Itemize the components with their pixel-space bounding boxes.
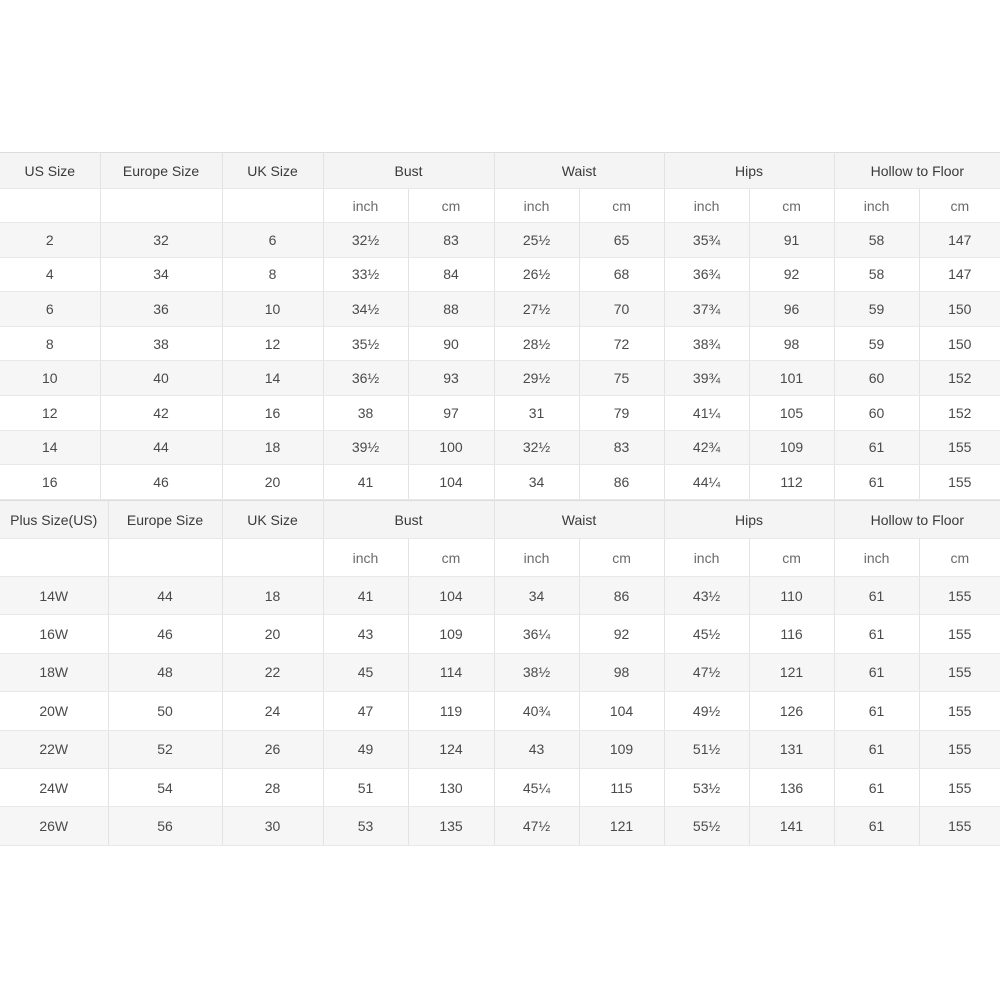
- hollow-inch-cell: 59: [834, 326, 919, 361]
- bust-inch-cell: 51: [323, 768, 408, 806]
- waist-inch-cell: 34: [494, 577, 579, 615]
- unit-label: inch: [323, 539, 408, 577]
- uk-size-header: UK Size: [222, 501, 323, 539]
- hollow-inch-cell: 61: [834, 430, 919, 465]
- unit-label: cm: [579, 539, 664, 577]
- europe-size-cell: 34: [100, 257, 222, 292]
- empty-cell: [100, 189, 222, 223]
- waist-cm-cell: 83: [579, 430, 664, 465]
- uk-size-cell: 18: [222, 577, 323, 615]
- uk-size-cell: 22: [222, 653, 323, 691]
- hips-inch-cell: 38¾: [664, 326, 749, 361]
- uk-size-cell: 10: [222, 292, 323, 327]
- hips-inch-cell: 49½: [664, 692, 749, 730]
- waist-inch-cell: 43: [494, 730, 579, 768]
- us-size-cell: 2: [0, 223, 100, 258]
- bust-cm-cell: 97: [408, 395, 494, 430]
- hips-inch-cell: 39¾: [664, 361, 749, 396]
- table-row: [0, 807, 1000, 845]
- hips-cm-cell: 92: [749, 257, 834, 292]
- bust-inch-cell: 38: [323, 395, 408, 430]
- waist-cm-cell: 109: [579, 730, 664, 768]
- europe-size-cell: 32: [100, 223, 222, 258]
- europe-size-cell: 44: [108, 577, 222, 615]
- waist-inch-cell: 32½: [494, 430, 579, 465]
- table-row: [0, 292, 1000, 327]
- empty-cell: [222, 539, 323, 577]
- us-size-cell: 10: [0, 361, 100, 396]
- table-row: [0, 223, 1000, 258]
- hips-header: Hips: [664, 501, 834, 539]
- hips-inch-cell: 36¾: [664, 257, 749, 292]
- hollow-inch-cell: 60: [834, 395, 919, 430]
- bust-cm-cell: 109: [408, 615, 494, 653]
- hips-inch-cell: 35¾: [664, 223, 749, 258]
- waist-cm-cell: 75: [579, 361, 664, 396]
- hollow-cm-cell: 155: [919, 807, 1000, 845]
- waist-cm-cell: 121: [579, 807, 664, 845]
- us-size-cell: 18W: [0, 653, 108, 691]
- us-size-cell: 24W: [0, 768, 108, 806]
- bust-inch-cell: 36½: [323, 361, 408, 396]
- hollow-cm-cell: 147: [919, 257, 1000, 292]
- hips-header: Hips: [664, 153, 834, 189]
- unit-label: inch: [323, 189, 408, 223]
- bust-cm-cell: 130: [408, 768, 494, 806]
- hollow-cm-cell: 155: [919, 730, 1000, 768]
- waist-cm-cell: 104: [579, 692, 664, 730]
- hips-cm-cell: 109: [749, 430, 834, 465]
- table-row: [0, 395, 1000, 430]
- europe-size-cell: 38: [100, 326, 222, 361]
- bust-inch-cell: 49: [323, 730, 408, 768]
- table-row: [0, 326, 1000, 361]
- hips-cm-cell: 101: [749, 361, 834, 396]
- hips-cm-cell: 141: [749, 807, 834, 845]
- waist-cm-cell: 86: [579, 577, 664, 615]
- us-size-cell: 20W: [0, 692, 108, 730]
- us-size-cell: 6: [0, 292, 100, 327]
- unit-label: cm: [919, 189, 1000, 223]
- waist-cm-cell: 115: [579, 768, 664, 806]
- waist-cm-cell: 92: [579, 615, 664, 653]
- waist-cm-cell: 68: [579, 257, 664, 292]
- hips-cm-cell: 96: [749, 292, 834, 327]
- hips-cm-cell: 131: [749, 730, 834, 768]
- table-row: [0, 361, 1000, 396]
- us-size-cell: 14: [0, 430, 100, 465]
- table-row: [0, 692, 1000, 730]
- bust-inch-cell: 39½: [323, 430, 408, 465]
- unit-label: cm: [919, 539, 1000, 577]
- uk-size-header: UK Size: [222, 153, 323, 189]
- hollow-cm-cell: 155: [919, 577, 1000, 615]
- uk-size-cell: 6: [222, 223, 323, 258]
- us-size-cell: 14W: [0, 577, 108, 615]
- hollow-cm-cell: 150: [919, 292, 1000, 327]
- waist-inch-cell: 27½: [494, 292, 579, 327]
- bust-cm-cell: 135: [408, 807, 494, 845]
- hips-cm-cell: 126: [749, 692, 834, 730]
- table-row: [0, 465, 1000, 500]
- unit-row: [0, 189, 1000, 223]
- table-row: [0, 730, 1000, 768]
- waist-cm-cell: 72: [579, 326, 664, 361]
- bust-cm-cell: 104: [408, 465, 494, 500]
- bust-inch-cell: 32½: [323, 223, 408, 258]
- europe-size-header: Europe Size: [100, 153, 222, 189]
- unit-label: cm: [408, 539, 494, 577]
- waist-inch-cell: 45¼: [494, 768, 579, 806]
- hollow-inch-cell: 61: [834, 653, 919, 691]
- unit-label: cm: [749, 189, 834, 223]
- hips-cm-cell: 98: [749, 326, 834, 361]
- hollow-inch-cell: 61: [834, 615, 919, 653]
- hollow-cm-cell: 152: [919, 395, 1000, 430]
- us-size-cell: 16W: [0, 615, 108, 653]
- europe-size-header: Europe Size: [108, 501, 222, 539]
- waist-inch-cell: 34: [494, 465, 579, 500]
- hollow-inch-cell: 61: [834, 692, 919, 730]
- uk-size-cell: 20: [222, 465, 323, 500]
- waist-inch-cell: 36¼: [494, 615, 579, 653]
- waist-inch-cell: 31: [494, 395, 579, 430]
- hollow-inch-cell: 61: [834, 577, 919, 615]
- uk-size-cell: 18: [222, 430, 323, 465]
- bust-inch-cell: 53: [323, 807, 408, 845]
- hollow-cm-cell: 155: [919, 430, 1000, 465]
- unit-label: cm: [749, 539, 834, 577]
- waist-inch-cell: 25½: [494, 223, 579, 258]
- uk-size-cell: 8: [222, 257, 323, 292]
- unit-label: inch: [834, 189, 919, 223]
- hollow-inch-cell: 58: [834, 223, 919, 258]
- bust-cm-cell: 124: [408, 730, 494, 768]
- hollow-cm-cell: 152: [919, 361, 1000, 396]
- hollow-inch-cell: 58: [834, 257, 919, 292]
- europe-size-cell: 42: [100, 395, 222, 430]
- europe-size-cell: 52: [108, 730, 222, 768]
- bust-cm-cell: 83: [408, 223, 494, 258]
- table-row: [0, 430, 1000, 465]
- hips-inch-cell: 41¼: [664, 395, 749, 430]
- bust-inch-cell: 43: [323, 615, 408, 653]
- empty-cell: [222, 189, 323, 223]
- us-size-cell: 12: [0, 395, 100, 430]
- uk-size-cell: 24: [222, 692, 323, 730]
- us-size-cell: 16: [0, 465, 100, 500]
- bust-header: Bust: [323, 501, 494, 539]
- waist-header: Waist: [494, 153, 664, 189]
- hollow-inch-cell: 59: [834, 292, 919, 327]
- bust-header: Bust: [323, 153, 494, 189]
- hips-cm-cell: 110: [749, 577, 834, 615]
- hips-inch-cell: 55½: [664, 807, 749, 845]
- empty-cell: [0, 539, 108, 577]
- bust-inch-cell: 35½: [323, 326, 408, 361]
- hips-cm-cell: 91: [749, 223, 834, 258]
- europe-size-cell: 44: [100, 430, 222, 465]
- hollow-inch-cell: 61: [834, 807, 919, 845]
- unit-label: inch: [494, 539, 579, 577]
- hollow-cm-cell: 155: [919, 465, 1000, 500]
- us-size-cell: 26W: [0, 807, 108, 845]
- unit-row: [0, 539, 1000, 577]
- europe-size-cell: 46: [100, 465, 222, 500]
- uk-size-cell: 28: [222, 768, 323, 806]
- waist-inch-cell: 38½: [494, 653, 579, 691]
- hollow-to-floor-header: Hollow to Floor: [834, 501, 1000, 539]
- hollow-cm-cell: 155: [919, 768, 1000, 806]
- hips-inch-cell: 37¾: [664, 292, 749, 327]
- unit-label: cm: [579, 189, 664, 223]
- header-row: [0, 501, 1000, 539]
- waist-inch-cell: 29½: [494, 361, 579, 396]
- hollow-cm-cell: 155: [919, 615, 1000, 653]
- bust-cm-cell: 114: [408, 653, 494, 691]
- bust-cm-cell: 90: [408, 326, 494, 361]
- bust-cm-cell: 100: [408, 430, 494, 465]
- plus-size-table: [0, 500, 1000, 846]
- waist-cm-cell: 70: [579, 292, 664, 327]
- unit-label: inch: [664, 189, 749, 223]
- hips-inch-cell: 42¾: [664, 430, 749, 465]
- bust-inch-cell: 33½: [323, 257, 408, 292]
- hollow-cm-cell: 155: [919, 653, 1000, 691]
- table-row: [0, 257, 1000, 292]
- unit-label: inch: [494, 189, 579, 223]
- hips-cm-cell: 136: [749, 768, 834, 806]
- us-size-cell: 4: [0, 257, 100, 292]
- us-size-cell: 22W: [0, 730, 108, 768]
- waist-cm-cell: 98: [579, 653, 664, 691]
- unit-label: inch: [834, 539, 919, 577]
- hips-cm-cell: 112: [749, 465, 834, 500]
- waist-cm-cell: 65: [579, 223, 664, 258]
- bust-cm-cell: 119: [408, 692, 494, 730]
- uk-size-cell: 26: [222, 730, 323, 768]
- europe-size-cell: 46: [108, 615, 222, 653]
- us-size-cell: 8: [0, 326, 100, 361]
- europe-size-cell: 54: [108, 768, 222, 806]
- europe-size-cell: 40: [100, 361, 222, 396]
- hips-cm-cell: 105: [749, 395, 834, 430]
- bust-cm-cell: 88: [408, 292, 494, 327]
- uk-size-cell: 20: [222, 615, 323, 653]
- bust-inch-cell: 45: [323, 653, 408, 691]
- hips-cm-cell: 116: [749, 615, 834, 653]
- empty-cell: [108, 539, 222, 577]
- hollow-inch-cell: 61: [834, 768, 919, 806]
- uk-size-cell: 30: [222, 807, 323, 845]
- uk-size-cell: 14: [222, 361, 323, 396]
- waist-inch-cell: 26½: [494, 257, 579, 292]
- hollow-inch-cell: 61: [834, 465, 919, 500]
- europe-size-cell: 56: [108, 807, 222, 845]
- hips-inch-cell: 43½: [664, 577, 749, 615]
- waist-inch-cell: 28½: [494, 326, 579, 361]
- size-header: Plus Size(US): [0, 501, 108, 539]
- hips-inch-cell: 51½: [664, 730, 749, 768]
- bust-cm-cell: 93: [408, 361, 494, 396]
- hips-inch-cell: 44¼: [664, 465, 749, 500]
- header-row: [0, 153, 1000, 189]
- waist-inch-cell: 40¾: [494, 692, 579, 730]
- bust-inch-cell: 41: [323, 465, 408, 500]
- hips-inch-cell: 53½: [664, 768, 749, 806]
- size-header: US Size: [0, 153, 100, 189]
- bust-inch-cell: 41: [323, 577, 408, 615]
- hips-cm-cell: 121: [749, 653, 834, 691]
- bust-cm-cell: 104: [408, 577, 494, 615]
- uk-size-cell: 16: [222, 395, 323, 430]
- hollow-to-floor-header: Hollow to Floor: [834, 153, 1000, 189]
- hollow-cm-cell: 155: [919, 692, 1000, 730]
- table-row: [0, 768, 1000, 806]
- hips-inch-cell: 47½: [664, 653, 749, 691]
- unit-label: cm: [408, 189, 494, 223]
- europe-size-cell: 50: [108, 692, 222, 730]
- table-row: [0, 615, 1000, 653]
- hollow-cm-cell: 150: [919, 326, 1000, 361]
- europe-size-cell: 36: [100, 292, 222, 327]
- waist-cm-cell: 86: [579, 465, 664, 500]
- table-row: [0, 577, 1000, 615]
- table-row: [0, 653, 1000, 691]
- waist-header: Waist: [494, 501, 664, 539]
- bust-inch-cell: 47: [323, 692, 408, 730]
- hollow-cm-cell: 147: [919, 223, 1000, 258]
- regular-size-table: [0, 152, 1000, 500]
- unit-label: inch: [664, 539, 749, 577]
- bust-cm-cell: 84: [408, 257, 494, 292]
- uk-size-cell: 12: [222, 326, 323, 361]
- hips-inch-cell: 45½: [664, 615, 749, 653]
- waist-cm-cell: 79: [579, 395, 664, 430]
- waist-inch-cell: 47½: [494, 807, 579, 845]
- empty-cell: [0, 189, 100, 223]
- hollow-inch-cell: 60: [834, 361, 919, 396]
- hollow-inch-cell: 61: [834, 730, 919, 768]
- bust-inch-cell: 34½: [323, 292, 408, 327]
- europe-size-cell: 48: [108, 653, 222, 691]
